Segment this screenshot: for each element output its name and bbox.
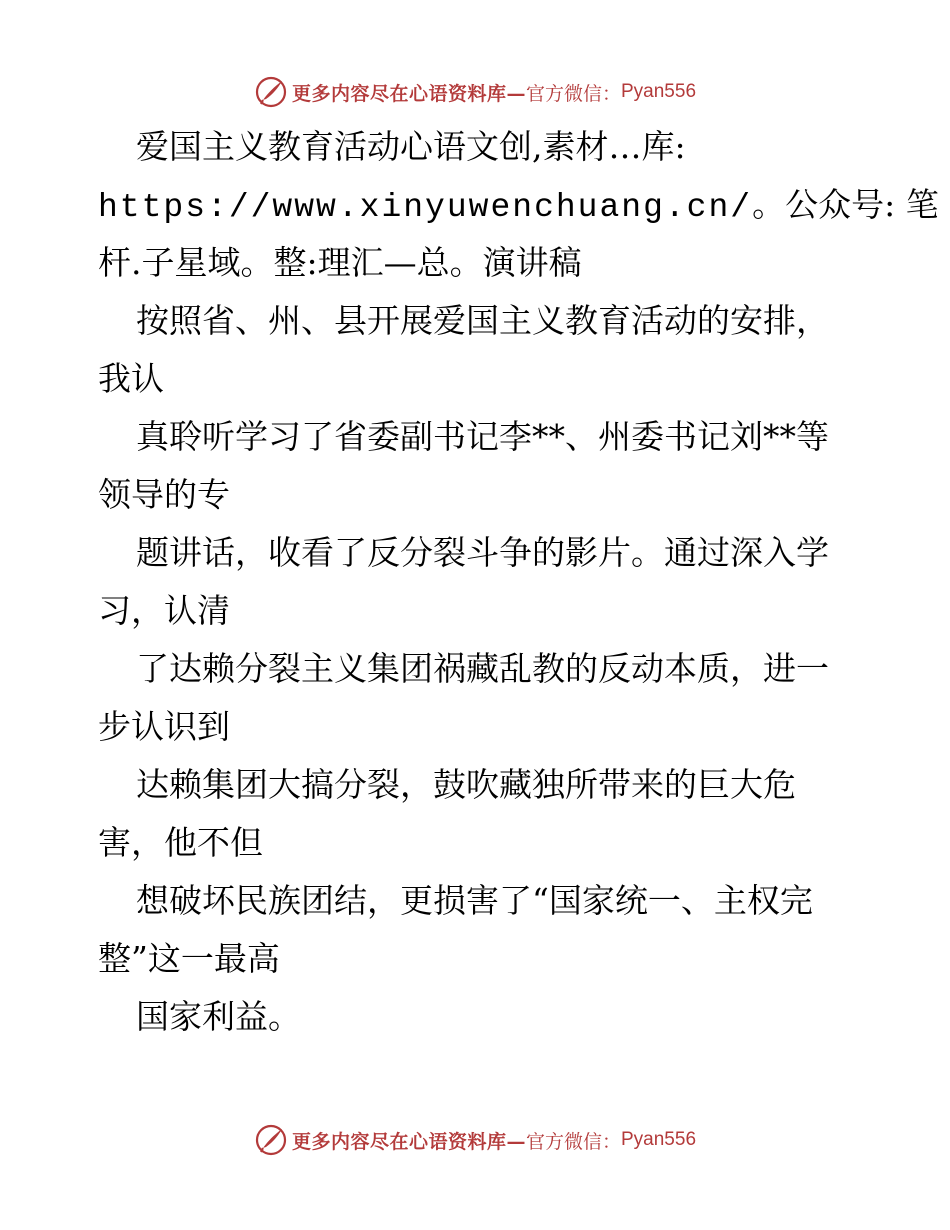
- banner-wechat-label: 官方微信：: [525, 82, 621, 105]
- quill-logo-icon: [254, 1123, 288, 1157]
- banner-wechat-id: Pyan556: [621, 81, 697, 102]
- footer-banner: [0, 1120, 950, 1160]
- paragraph-line: 领导的专: [98, 475, 230, 514]
- paragraph-line: 了达赖分裂主义集团祸藏乱教的反动本质，进一: [136, 649, 829, 688]
- paragraph-line: 习，认清: [98, 591, 230, 630]
- paragraph-line: 爱国主义教育活动心语文创,素材…库:: [136, 127, 686, 166]
- banner-slogan: 更多内容尽在心语资料库—: [291, 82, 526, 105]
- paragraph-line: 杆.子星域。整:理汇—总。演讲稿: [98, 243, 582, 282]
- quill-logo-icon: [254, 75, 288, 109]
- paragraph-line: 题讲话，收看了反分裂斗争的影片。通过深入学: [136, 533, 829, 572]
- paragraph-line: 整”这一最高: [98, 939, 280, 978]
- paragraph-line: 真聆听学习了省委副书记李**、州委书记刘**等: [136, 417, 829, 456]
- paragraph-line: 害，他不但: [98, 823, 263, 862]
- paragraph-line: 我认: [98, 359, 164, 398]
- document-body: [98, 118, 939, 1046]
- paragraph-line: 国家利益。: [136, 997, 301, 1036]
- paragraph-line: 按照省、州、县开展爱国主义教育活动的安排，: [136, 301, 829, 340]
- banner-slogan: 更多内容尽在心语资料库—: [291, 1130, 526, 1153]
- paragraph-line: 步认识到: [98, 707, 230, 746]
- paragraph-line-fragment: 。公众号: 笔: [752, 185, 939, 224]
- paragraph-line: [98, 176, 939, 234]
- paragraph-line: 达赖集团大搞分裂，鼓吹藏独所带来的巨大危: [136, 765, 796, 804]
- banner-wechat-id: Pyan556: [621, 1129, 697, 1150]
- header-banner: [0, 72, 950, 112]
- banner-wechat-label: 官方微信：: [525, 1130, 621, 1153]
- website-url: https://www.xinyuwenchuang.cn/: [98, 189, 753, 226]
- paragraph-line: 想破坏民族团结，更损害了“国家统一、主权完: [136, 881, 813, 920]
